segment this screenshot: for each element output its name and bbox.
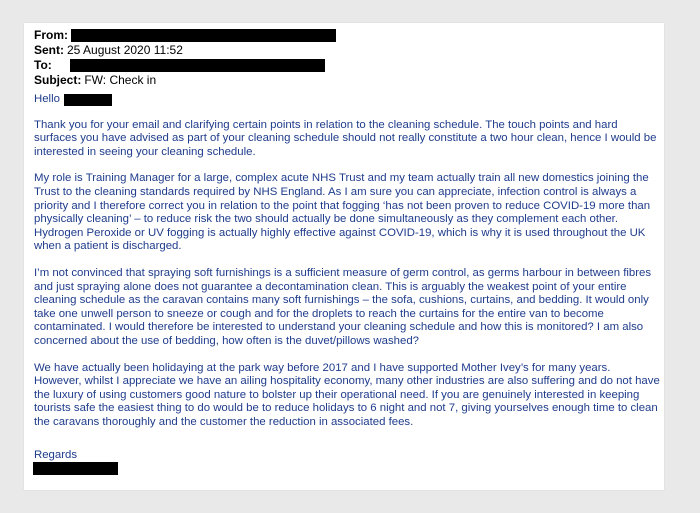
paragraph: My role is Training Manager for a large, complex acute NHS Trust and my team actually train all new domestics joining the Trust to the cleaning standards required by NHS England. As I am sure you can appreciate, infection control is always a priority and I therefore correct you in relation to the point that fogging ‘has not been proven to reduce COVID-19 more than physically cleaning’ – to reduce risk the two should actually be done simultaneously as they complement each other. Hydrogen Peroxide or UV fogging is actually highly effective against COVID-19, which is why it is used throughout the UK when a patient is discharged. <box>34 172 651 253</box>
signature-redaction <box>33 462 118 475</box>
paragraph: I’m not convinced that spraying soft furnishings is a sufficient measure of germ control, as germs harbour in between fibres and just spraying alone does not guarantee a decontamination clean. This is arguably the weakest point of your entire cleaning schedule as the caravan contains many soft furnishings – the sofa, cushions, curtains, and bedding. It would only take one unwell person to sneeze or cough and for the droplets to reach the curtains for the entire van to become contaminated. I would therefore be interested to understand your cleaning schedule and how this is monitored? I am also concerned about the use of bedding, how often is the duvet/pillows washed? <box>34 266 652 347</box>
from-redaction <box>71 29 336 42</box>
email-header <box>34 28 336 88</box>
greeting-text: Hello <box>34 93 60 105</box>
sent-row <box>34 43 336 58</box>
paragraph: We have actually been holidaying at the park way before 2017 and I have supported Mother Ivey’s for many years. However, whilst I appreciate we have an ailing hospitality economy, many other industries are also suffering and do not have the luxury of using customers good nature to bolster up their operational need. If you are genuinely interested in keeping tourists safe the easiest thing to do would be to reduce holidays to 6 night and not 7, giving yourselves enough time to clean the caravans thoroughly and the customer the reduction in associated fees. <box>34 361 660 428</box>
email-body <box>34 93 660 442</box>
recipient-name-redaction <box>64 94 112 106</box>
sent-value: 25 August 2020 11:52 <box>67 43 183 57</box>
paragraph: Thank you for your email and clarifying certain points in relation to the cleaning schedule. The touch points and hard surfaces you have advised as part of your cleaning schedule should not really constitute a two hour clean, hence I would be interested in seeing your cleaning schedule. <box>34 118 657 158</box>
subject-value: FW: Check in <box>84 73 157 87</box>
to-label: To: <box>34 58 52 72</box>
from-row <box>34 28 336 43</box>
subject-row <box>34 73 336 88</box>
to-redaction <box>70 59 325 72</box>
from-label: From: <box>34 28 68 42</box>
subject-label: Subject: <box>34 73 82 87</box>
email-document <box>24 23 664 490</box>
greeting <box>34 93 660 107</box>
sent-label: Sent: <box>34 43 64 57</box>
signoff: Regards <box>34 449 78 461</box>
to-row <box>34 58 336 73</box>
